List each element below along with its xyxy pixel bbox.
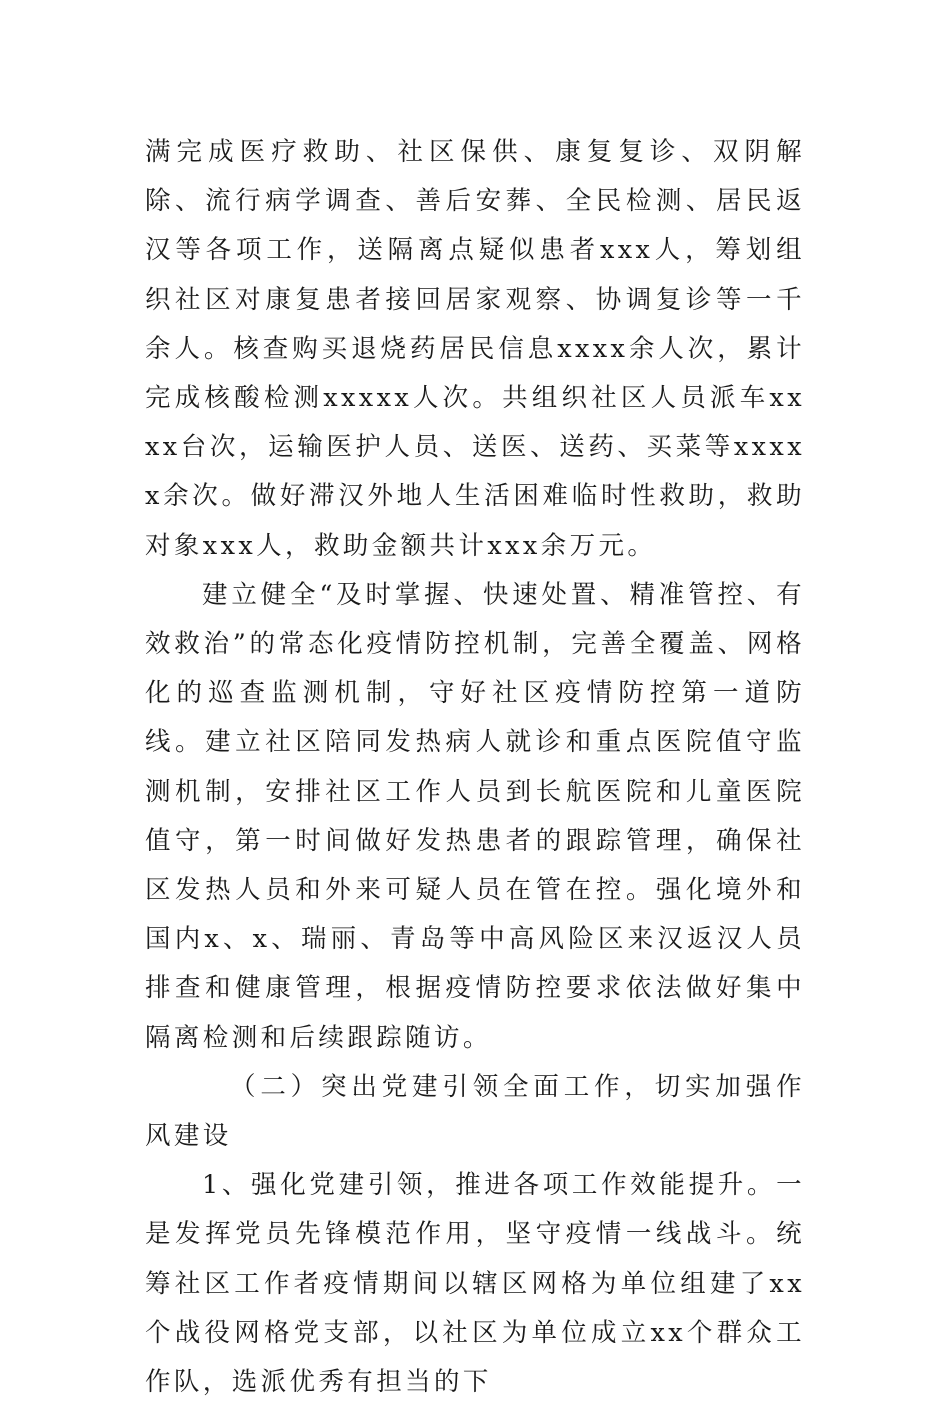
paragraph-party-leadership: 1、强化党建引领，推进各项工作效能提升。一是发挥党员先锋模范作用，坚守疫情一线战斗。统筹社区工作者疫情期间以辖区网格为单位组建了xx个战役网格党支部，以社区为单位成立xx个群众工作队，选派优秀有担当的下 xyxy=(145,1170,805,1398)
section-heading-party-building: （二）突出党建引领全面工作，切实加强作风建设 xyxy=(145,1071,805,1152)
document-body xyxy=(145,128,805,1407)
paragraph-continuation-medical-aid: 满完成医疗救助、社区保供、康复复诊、双阴解除、流行病学调查、善后安葬、全民检测、居民返汉等各项工作，送隔离点疑似患者xxx人，筹划组织社区对康复患者接回居家观察、协调复诊等一千余人。核查购买退烧药居民信息xxxx余人次，累计完成核酸检测xxxxx人次。共组织社区人员派车xxxx台次，运输医护人员、送医、送药、买菜等xxxxx余次。做好滞汉外地人生活困难临时性救助，救助对象xxx人，救助金额共计xxx余万元。 xyxy=(145,137,805,561)
paragraph-epidemic-control-mechanism: 建立健全“及时掌握、快速处置、精准管控、有效救治”的常态化疫情防控机制，完善全覆盖、网格化的巡查监测机制，守好社区疫情防控第一道防线。建立社区陪同发热病人就诊和重点医院值守监测机制，安排社区工作人员到长航医院和儿童医院值守，第一时间做好发热患者的跟踪管理，确保社区发热人员和外来可疑人员在管在控。强化境外和国内x、x、瑞丽、青岛等中高风险区来汉返汉人员排查和健康管理，根据疫情防控要求依法做好集中隔离检测和后续跟踪随访。 xyxy=(145,579,805,1053)
